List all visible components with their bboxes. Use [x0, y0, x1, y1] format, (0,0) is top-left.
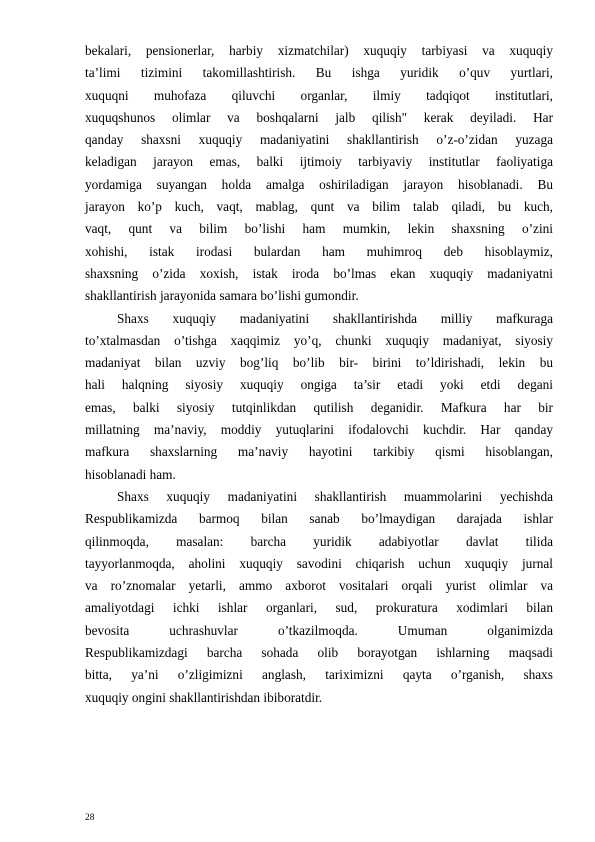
text-line: bekalari, pensionerlar, harbiy xizmatchilar) xuquqiy tarbiyasi va xuquqiy: [85, 43, 553, 58]
text-line: xuquqni muhofaza qiluvchi organlar, ilmiy tadqiqot institutlari,: [85, 87, 553, 103]
text-line: amaliyotdagi ichki ishlar organlari, sud, prokuratura xodimlari bilan: [85, 600, 553, 616]
paragraph: [85, 486, 553, 709]
text-line: mafkura shaxslarning ma’naviy hayotini tarkibiy qismi hisoblangan,: [85, 444, 553, 460]
text-line: va ro’znomalar yetarli, ammo axborot vositalari orqali yurist olimlar va: [85, 578, 553, 594]
text-line: xuquqiy ongini shakllantirishdan ibiboratdir.: [85, 689, 323, 705]
text-line: bevosita uchrashuvlar o’tkazilmoqda. Umuman olganimizda: [85, 622, 553, 638]
page-number: 28: [85, 813, 95, 823]
text-line: bitta, ya’ni o’zligimizni anglash, tariximizni qayta o’rganish, shaxs: [85, 667, 553, 683]
paragraph-container: [85, 40, 553, 709]
text-line: hali halqning siyosiy xuquqiy ongiga ta’sir etadi yoki etdi degani: [85, 377, 553, 393]
text-line: hisoblanadi ham.: [85, 466, 176, 482]
text-line: Shaxs xuquqiy madaniyatini shakllantirishda milliy mafkuraga: [117, 310, 553, 326]
text-line: vaqt, qunt va bilim bo’lishi ham mumkin, lekin shaxsning o’zini: [85, 221, 553, 237]
paragraph: [85, 308, 553, 486]
text-line: Shaxs xuquqiy madaniyatini shakllantirish muammolarini yechishda: [117, 488, 553, 504]
text-line: qanday shaxsni xuquqiy madaniyatini shakllantirish o’z-o’zidan yuzaga: [85, 132, 553, 148]
text-line: keladigan jarayon emas, balki ijtimoiy tarbiyaviy institutlar faoliyatiga: [85, 154, 553, 170]
paragraph: [85, 40, 553, 308]
text-line: xuquqshunos olimlar va boshqalarni jalb qilish" kerak deyiladi. Har: [85, 109, 553, 125]
text-line: Respublikamizdagi barcha sohada olib borayotgan ishlarning maqsadi: [85, 645, 553, 661]
text-line: tayyorlanmoqda, aholini xuquqiy savodini chiqarish uchun xuquqiy jurnal: [85, 555, 553, 571]
text-line: shaxsning o’zida xoxish, istak iroda bo’lmas ekan xuquqiy madaniyatni: [85, 265, 553, 281]
document-body: [85, 40, 553, 709]
text-line: qilinmoqda, masalan: barcha yuridik adabiyotlar davlat tilida: [85, 533, 553, 549]
text-line: shakllantirish jarayonida samara bo’lishi gumondir.: [85, 288, 359, 304]
text-line: ta’limi tizimini takomillashtirish. Bu ishga yuridik o’quv yurtlari,: [85, 65, 553, 81]
text-line: Respublikamizda barmoq bilan sanab bo’lmaydigan darajada ishlar: [85, 511, 553, 527]
text-line: to’xtalmasdan o’tishga xaqqimiz yo’q, chunki xuquqiy madaniyat, siyosiy: [85, 332, 553, 348]
text-line: millatning ma’naviy, moddiy yutuqlarini ifodalovchi kuchdir. Har qanday: [85, 422, 553, 438]
text-line: jarayon ko’p kuch, vaqt, mablag, qunt va bilim talab qiladi, bu kuch,: [85, 199, 553, 215]
text-line: xohishi, istak irodasi bulardan ham muhimroq deb hisoblaymiz,: [85, 243, 553, 259]
text-line: emas, balki siyosiy tutqinlikdan qutilish deganidir. Mafkura har bir: [85, 399, 553, 415]
text-line: madaniyat bilan uzviy bog’liq bo’lib bir- birini to’ldirishadi, lekin bu: [85, 355, 553, 371]
text-line: yordamiga suyangan holda amalga oshiriladigan jarayon hisoblanadi. Bu: [85, 176, 553, 192]
